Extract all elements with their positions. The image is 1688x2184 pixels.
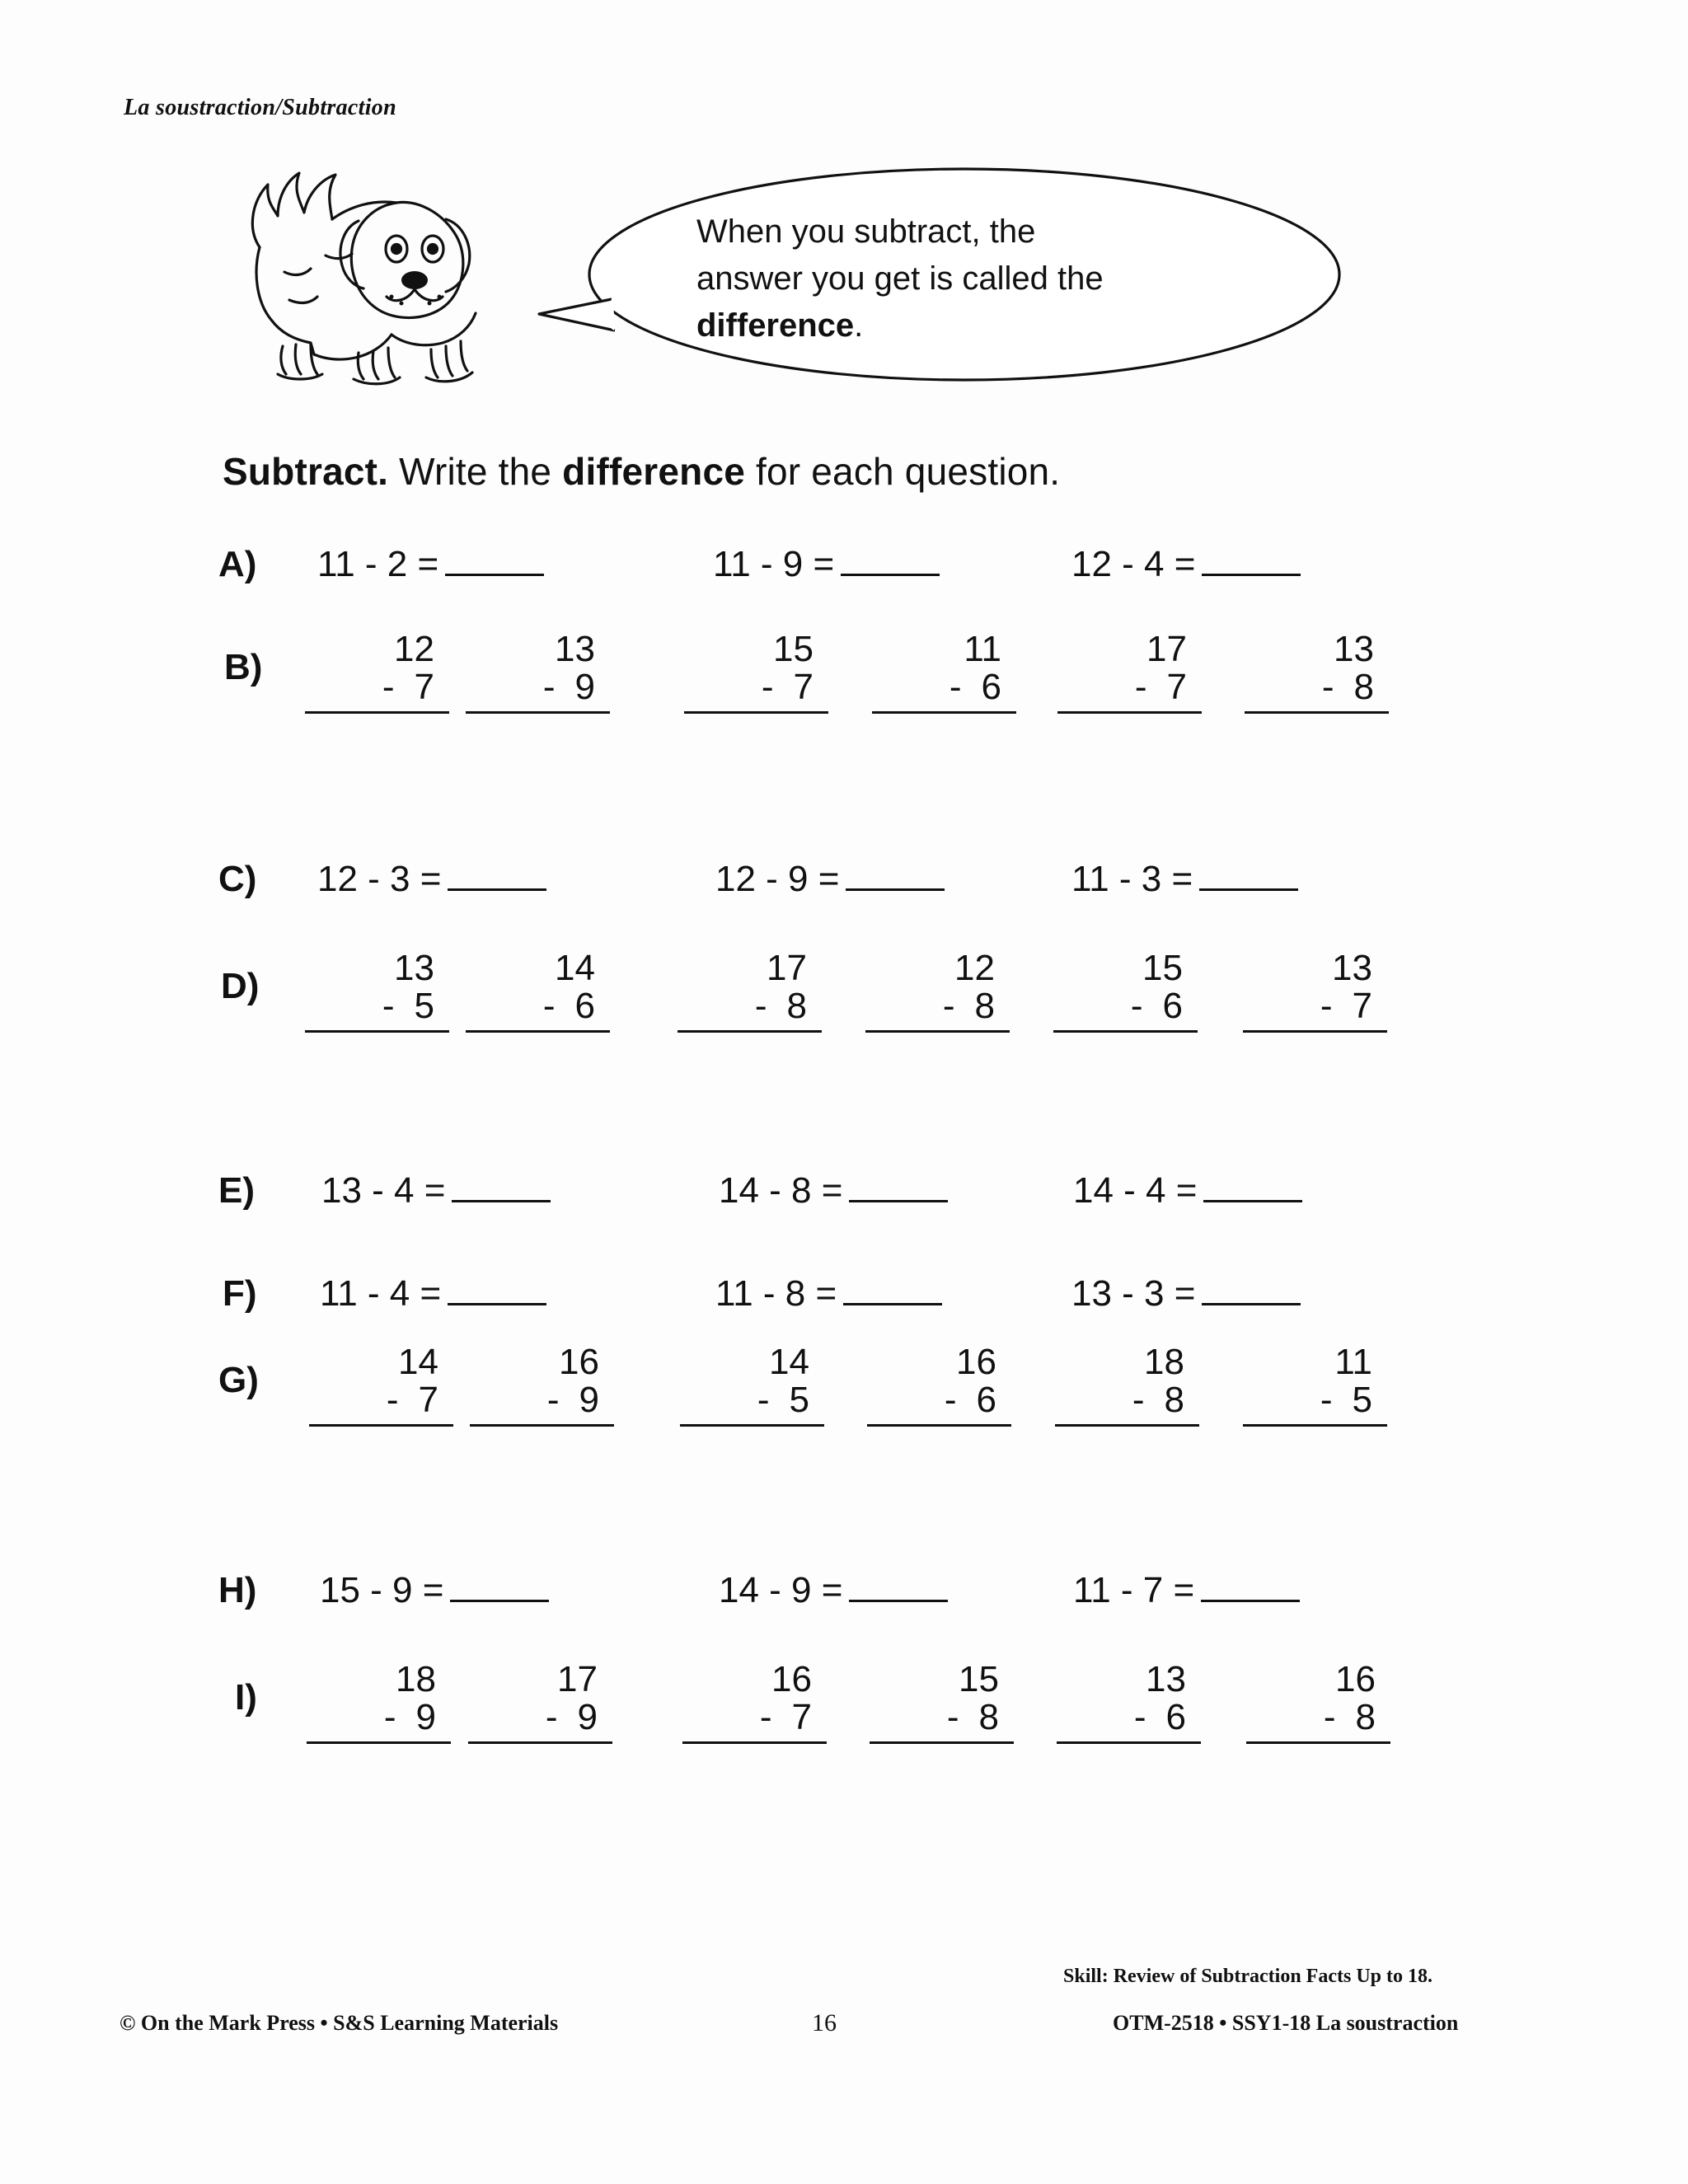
problem-b-1[interactable] [305, 630, 449, 714]
operator: - [759, 1697, 772, 1738]
problem-c-1-text: 12 - 3 = [317, 859, 442, 899]
minuend: 14 [555, 948, 595, 988]
subtrahend: 8 [1353, 667, 1374, 708]
row-label-e: E) [218, 1170, 255, 1211]
operator: - [1132, 1380, 1145, 1421]
subtrahend: 7 [1352, 986, 1372, 1027]
operator: - [757, 1380, 770, 1421]
problem-h-2[interactable] [719, 1570, 948, 1611]
problem-b-6[interactable] [1245, 630, 1389, 714]
subtrahend: 7 [418, 1380, 438, 1421]
operator: - [386, 1380, 399, 1421]
instruction-keyword-difference: difference [562, 450, 746, 493]
problem-a-1[interactable] [317, 544, 544, 585]
minuend: 13 [555, 629, 595, 669]
minuend: 18 [1144, 1342, 1184, 1382]
problem-f-2-text: 11 - 8 = [715, 1273, 837, 1314]
operator: - [949, 667, 962, 708]
problem-g-4[interactable] [867, 1343, 1011, 1427]
subtrahend: 6 [574, 986, 595, 1027]
subtrahend: 6 [1165, 1697, 1186, 1738]
operator: - [542, 667, 556, 708]
operator: - [1134, 667, 1147, 708]
answer-blank[interactable] [448, 1275, 546, 1305]
problem-f-2[interactable] [715, 1273, 942, 1315]
operator: - [754, 986, 767, 1027]
instruction-line [223, 449, 1060, 494]
problem-b-5[interactable] [1057, 630, 1202, 714]
subtrahend: 8 [786, 986, 807, 1027]
problem-g-6[interactable] [1243, 1343, 1387, 1427]
subtrahend: 5 [1352, 1380, 1372, 1421]
problem-i-6[interactable] [1246, 1661, 1390, 1744]
minuend: 16 [559, 1342, 599, 1382]
problem-g-1[interactable] [309, 1343, 453, 1427]
minuend: 12 [954, 948, 995, 988]
problem-h-1-text: 15 - 9 = [320, 1570, 444, 1610]
minuend: 16 [956, 1342, 996, 1382]
problem-a-2[interactable] [713, 544, 940, 585]
subtrahend: 9 [577, 1697, 598, 1738]
problem-b-2[interactable] [466, 630, 610, 714]
subtrahend: 9 [579, 1380, 599, 1421]
problem-b-3[interactable] [684, 630, 828, 714]
problem-f-3[interactable] [1071, 1273, 1301, 1315]
operator: - [1130, 986, 1143, 1027]
answer-blank[interactable] [843, 1275, 942, 1305]
minuend: 14 [398, 1342, 438, 1382]
subtrahend: 9 [574, 667, 595, 708]
operator: - [545, 1697, 558, 1738]
subtrahend: 9 [415, 1697, 436, 1738]
answer-blank[interactable] [445, 546, 544, 576]
answer-blank[interactable] [849, 1172, 948, 1202]
problem-c-3[interactable] [1071, 859, 1298, 900]
problem-d-4[interactable] [865, 949, 1010, 1033]
problem-c-2-text: 12 - 9 = [715, 859, 840, 899]
subtrahend: 5 [414, 986, 434, 1027]
problem-c-1[interactable] [317, 859, 546, 900]
minuend: 11 [964, 629, 1001, 669]
problem-d-1[interactable] [305, 949, 449, 1033]
problem-e-2[interactable] [719, 1170, 948, 1212]
row-label-c: C) [218, 859, 257, 899]
problem-g-5[interactable] [1055, 1343, 1199, 1427]
minuend: 17 [1146, 629, 1187, 669]
problem-i-3[interactable] [682, 1661, 827, 1744]
minuend: 14 [769, 1342, 809, 1382]
subtrahend: 7 [1166, 667, 1187, 708]
row-label-f: F) [223, 1273, 257, 1314]
minuend: 15 [773, 629, 814, 669]
footer-product-code: OTM-2518 • SSY1-18 La soustraction [1113, 2011, 1459, 2035]
subtrahend: 7 [414, 667, 434, 708]
instruction-part-3: for each question. [745, 450, 1061, 493]
subtrahend: 8 [978, 1697, 999, 1738]
subtrahend: 7 [791, 1697, 812, 1738]
problem-a-2-text: 11 - 9 = [713, 544, 835, 584]
answer-blank[interactable] [450, 1572, 549, 1602]
problem-h-3-text: 11 - 7 = [1073, 1570, 1195, 1610]
subtrahend: 8 [1164, 1380, 1184, 1421]
problem-d-3[interactable] [678, 949, 822, 1033]
problem-a-3[interactable] [1071, 544, 1301, 585]
operator: - [1320, 1380, 1333, 1421]
dog-illustration [235, 148, 540, 387]
problem-a-3-text: 12 - 4 = [1071, 544, 1196, 584]
problem-f-3-text: 13 - 3 = [1071, 1273, 1196, 1314]
minuend: 13 [1146, 1659, 1186, 1699]
minuend: 13 [1332, 948, 1372, 988]
operator: - [542, 986, 556, 1027]
operator: - [1323, 1697, 1336, 1738]
operator: - [383, 1697, 396, 1738]
instruction-part-1: Subtract. [223, 450, 389, 493]
bubble-line-3-rest: . [854, 307, 864, 344]
operator: - [1321, 667, 1334, 708]
problem-h-3[interactable] [1073, 1570, 1300, 1611]
problem-e-3-text: 14 - 4 = [1073, 1170, 1198, 1211]
row-label-b: B) [224, 647, 263, 687]
subtrahend: 6 [981, 667, 1001, 708]
footer-copyright: © On the Mark Press • S&S Learning Materials [120, 2011, 559, 2035]
bubble-line-1: When you subtract, the [696, 213, 1036, 250]
page-header-title: La soustraction/Subtraction [124, 95, 396, 120]
row-label-g: G) [218, 1360, 259, 1400]
subtrahend: 7 [793, 667, 814, 708]
subtrahend: 5 [789, 1380, 809, 1421]
problem-d-2[interactable] [466, 949, 610, 1033]
operator: - [1133, 1697, 1146, 1738]
operator: - [382, 986, 395, 1027]
problem-d-5[interactable] [1053, 949, 1198, 1033]
speech-bubble [536, 161, 1352, 400]
subtrahend: 8 [974, 986, 995, 1027]
problem-i-2[interactable] [468, 1661, 612, 1744]
problem-i-1[interactable] [307, 1661, 451, 1744]
problem-e-1-text: 13 - 4 = [321, 1170, 446, 1211]
operator: - [942, 986, 955, 1027]
minuend: 15 [959, 1659, 999, 1699]
answer-blank[interactable] [452, 1172, 551, 1202]
bubble-keyword-difference: difference [696, 307, 855, 344]
problem-g-2[interactable] [470, 1343, 614, 1427]
minuend: 11 [1334, 1342, 1372, 1382]
row-label-h: H) [218, 1570, 257, 1610]
problem-g-3[interactable] [680, 1343, 824, 1427]
problem-i-5[interactable] [1057, 1661, 1201, 1744]
answer-blank[interactable] [849, 1572, 948, 1602]
subtrahend: 6 [1162, 986, 1183, 1027]
operator: - [761, 667, 774, 708]
answer-blank[interactable] [1199, 860, 1298, 891]
operator: - [546, 1380, 560, 1421]
instruction-part-2: Write the [388, 450, 563, 493]
problem-i-4[interactable] [870, 1661, 1014, 1744]
operator: - [946, 1697, 959, 1738]
minuend: 13 [394, 948, 434, 988]
row-label-d: D) [221, 966, 260, 1006]
operator: - [1320, 986, 1333, 1027]
problem-b-4[interactable] [872, 630, 1016, 714]
problem-e-1[interactable] [321, 1170, 551, 1212]
minuend: 13 [1334, 629, 1374, 669]
operator: - [382, 667, 395, 708]
minuend: 15 [1142, 948, 1183, 988]
problem-a-1-text: 11 - 2 = [317, 544, 439, 584]
problem-h-1[interactable] [320, 1570, 549, 1611]
problem-f-1-text: 11 - 4 = [320, 1273, 442, 1314]
subtrahend: 6 [976, 1380, 996, 1421]
minuend: 17 [767, 948, 807, 988]
answer-blank[interactable] [1201, 1572, 1300, 1602]
problem-e-2-text: 14 - 8 = [719, 1170, 843, 1211]
minuend: 16 [771, 1659, 812, 1699]
answer-blank[interactable] [841, 546, 940, 576]
minuend: 18 [396, 1659, 436, 1699]
answer-blank[interactable] [448, 860, 546, 891]
problem-e-3[interactable] [1073, 1170, 1302, 1212]
minuend: 16 [1335, 1659, 1376, 1699]
problem-f-1[interactable] [320, 1273, 546, 1315]
minuend: 17 [557, 1659, 598, 1699]
answer-blank[interactable] [1203, 1172, 1302, 1202]
problem-d-6[interactable] [1243, 949, 1387, 1033]
problem-c-2[interactable] [715, 859, 945, 900]
problem-c-3-text: 11 - 3 = [1071, 859, 1193, 899]
row-label-a: A) [218, 544, 257, 584]
skill-note: Skill: Review of Subtraction Facts Up to 18. [1063, 1966, 1432, 1987]
answer-blank[interactable] [1202, 546, 1301, 576]
answer-blank[interactable] [846, 860, 945, 891]
bubble-line-2: answer you get is called the [696, 260, 1104, 297]
page-number: 16 [812, 2009, 837, 2036]
answer-blank[interactable] [1202, 1275, 1301, 1305]
minuend: 12 [394, 629, 434, 669]
row-label-i: I) [235, 1677, 257, 1718]
subtrahend: 8 [1355, 1697, 1376, 1738]
operator: - [944, 1380, 957, 1421]
bubble-text [696, 209, 1273, 349]
problem-h-2-text: 14 - 9 = [719, 1570, 843, 1610]
